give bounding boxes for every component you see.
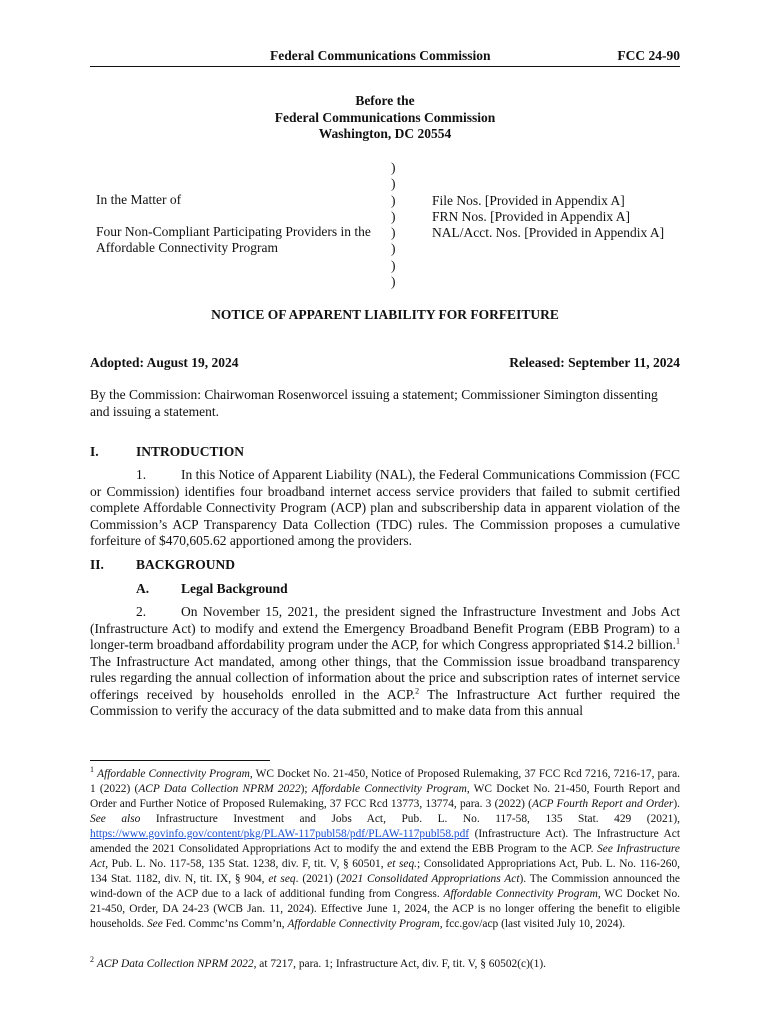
paragraph-2 (90, 604, 680, 720)
caption-parens (391, 160, 396, 290)
subsection-title: Legal Background (181, 581, 288, 596)
section-background-heading (90, 557, 235, 573)
footnote-ref-2[interactable]: 2 (415, 686, 420, 695)
citation-signal: et seq (268, 873, 296, 885)
footnote-text: . (2021) ( (295, 873, 341, 885)
paren: ) (391, 176, 396, 192)
section-title: INTRODUCTION (136, 444, 245, 459)
footnote-text: Infrastructure Investment and Jobs Act, Pub. L. No. 117-58, 135 Stat. 429 (2021), (140, 813, 680, 825)
citation-title: Affordable Connectivity Program (311, 783, 467, 795)
paragraph-text: The Infrastructure Act further required the Commission to verify the accuracy of the data submitted and to make data from this annual (90, 686, 680, 718)
footnote-text: (Infrastructure Act). The Infrastructure Act amended the 2021 Consolidated Appropriations Act to modify the and extend the EBB Program to the ACP. (90, 828, 680, 855)
citation-signal: See also (90, 813, 141, 825)
footnote-text: ; Consolidated Appropriations Act, Pub. L. No. 116-260, 134 Stat. 1182, div. N, tit. IX, § 904, (90, 858, 681, 885)
section-number: II. (90, 557, 104, 572)
citation-title: 2021 Consolidated Appropriations Act (340, 873, 520, 885)
footnote-text: ). (673, 798, 680, 810)
footnote-text: , WC Docket No. 21-450, Fourth Report and Order and Further Notice of Proposed Rulemaking, 37 FCC Rcd 13773, 13774, para. 3 (2022) ( (90, 783, 681, 810)
footnote-text: Fed. Commc’ns Comm’n, (162, 918, 288, 930)
party-line-1: Four Non-Compliant Participating Providers in the (96, 224, 371, 239)
govinfo-link[interactable]: https://www.govinfo.gov/content/pkg/PLAW-117publ58/pdf/PLAW-117publ58.pdf (90, 828, 470, 840)
footnote-1 (90, 767, 680, 932)
section-number: I. (90, 444, 99, 459)
paragraph-text: On November 15, 2021, the president signed the Infrastructure Investment and Jobs Act (Infrastructure Act) to modify and extend the Emergency Broadband Benefit Program (EBB Program) to a longer-term broadband affordability program under the ACP, for which Congress appropriated $14.2 billion. (90, 604, 680, 652)
footnote-text: ). The Commission announced the wind-down of the ACP due to a lack of additional funding from Congress. (90, 873, 680, 900)
location-line: Washington, DC 20554 (318, 126, 452, 141)
footnote-mark: 1 (90, 765, 94, 775)
subsection-legal-background-heading (136, 581, 288, 597)
in-the-matter: In the Matter of (96, 192, 182, 207)
paren: ) (391, 208, 396, 224)
party-line-2: Affordable Connectivity Program (96, 240, 278, 255)
paragraph-number: 1. (136, 467, 147, 482)
paragraph-number: 2. (136, 604, 147, 619)
nal-acct-nos: NAL/Acct. Nos. [Provided in Appendix A] (432, 225, 665, 240)
released-date: Released: September 11, 2024 (509, 355, 680, 370)
footnote-text: , WC Docket No. 21-450, Notice of Proposed Rulemaking, 37 FCC Rcd 7216, 7216-17, para. 1 (2022) ( (90, 768, 680, 795)
footnote-text: , WC Docket No. 21-450, Order, DA 24-23 (WCB Jan. 11, 2024). Effective June 1, 2024, the ACP is no longer offering the benefit to eligible households. (90, 888, 680, 930)
citation-title: Affordable Connectivity Program, (287, 918, 443, 930)
footnote-divider (90, 760, 270, 761)
footnote-text: , Pub. L. No. 117-58, 135 Stat. 1238, div. F, tit. V, § 60501, (105, 858, 388, 870)
footnote-mark: 2 (90, 955, 94, 965)
header-doc-number: FCC 24-90 (617, 48, 680, 63)
party-name (96, 224, 371, 256)
paren: ) (391, 274, 396, 290)
paragraph-text: The Infrastructure Act mandated, among other things, that the Commission issue broadband transparency rules regarding the annual collection of information about the price and subscription rates of internet service offerings received by households enrolled in the ACP. (90, 653, 680, 702)
paren: ) (391, 241, 396, 257)
frn-nos: FRN Nos. [Provided in Appendix A] (432, 209, 631, 224)
footnote-ref-1[interactable]: 1 (676, 636, 680, 646)
adopted-date: Adopted: August 19, 2024 (90, 355, 239, 370)
paren: ) (391, 192, 396, 208)
paragraph-1 (90, 467, 680, 550)
file-numbers (432, 193, 664, 241)
before-line: Before the (355, 93, 415, 108)
running-header (90, 48, 680, 67)
citation-title: ACP Data Collection NPRM 2022 (96, 958, 254, 970)
citation-title: Affordable Connectivity Program (97, 768, 250, 780)
paren: ) (391, 225, 396, 241)
paren: ) (391, 160, 396, 175)
footnote-text: , at 7217, para. 1; Infrastructure Act, div. F, tit. V, § 60502(c)(1). (253, 958, 547, 970)
citation-title: ACP Data Collection NPRM 2022 (138, 783, 301, 795)
paren: ) (391, 257, 396, 273)
section-introduction-heading (90, 444, 244, 460)
header-agency: Federal Communications Commission (270, 48, 491, 63)
file-nos: File Nos. [Provided in Appendix A] (432, 193, 625, 208)
footnote-text: ); (300, 783, 312, 795)
by-the-commission: By the Commission: Chairwoman Rosenworcel issuing a statement; Commissioner Simington dissenting and issuing a statement. (90, 387, 658, 419)
commission-line: Federal Communications Commission (274, 109, 496, 125)
before-block (90, 93, 680, 143)
citation-title: ACP Fourth Report and Order (531, 798, 674, 810)
paragraph-text: In this Notice of Apparent Liability (NAL), the Federal Communications Commission (FCC or Commission) identifies four broadband internet access service providers that failed to submit certified complete Affordable Connectivity Program (ACP) plan and subscribership data in apparent violation of the Commission’s ACP Transparency Data Collection (TDC) rules. The Commission proposes a cumulative forfeiture of $470,605.62 apportioned among the providers. (90, 467, 680, 548)
footnote-2 (90, 957, 680, 972)
citation-signal: See (146, 918, 163, 930)
section-title: BACKGROUND (136, 557, 236, 572)
footnote-text: fcc.gov/acp (last visited July 10, 2024). (442, 918, 626, 930)
citation-signal: et seq. (387, 858, 418, 870)
document-title: NOTICE OF APPARENT LIABILITY FOR FORFEITURE (211, 307, 559, 322)
citation-signal: See Infrastructure Act (90, 843, 680, 870)
citation-title: Affordable Connectivity Program (443, 888, 598, 900)
subsection-number: A. (136, 581, 150, 596)
